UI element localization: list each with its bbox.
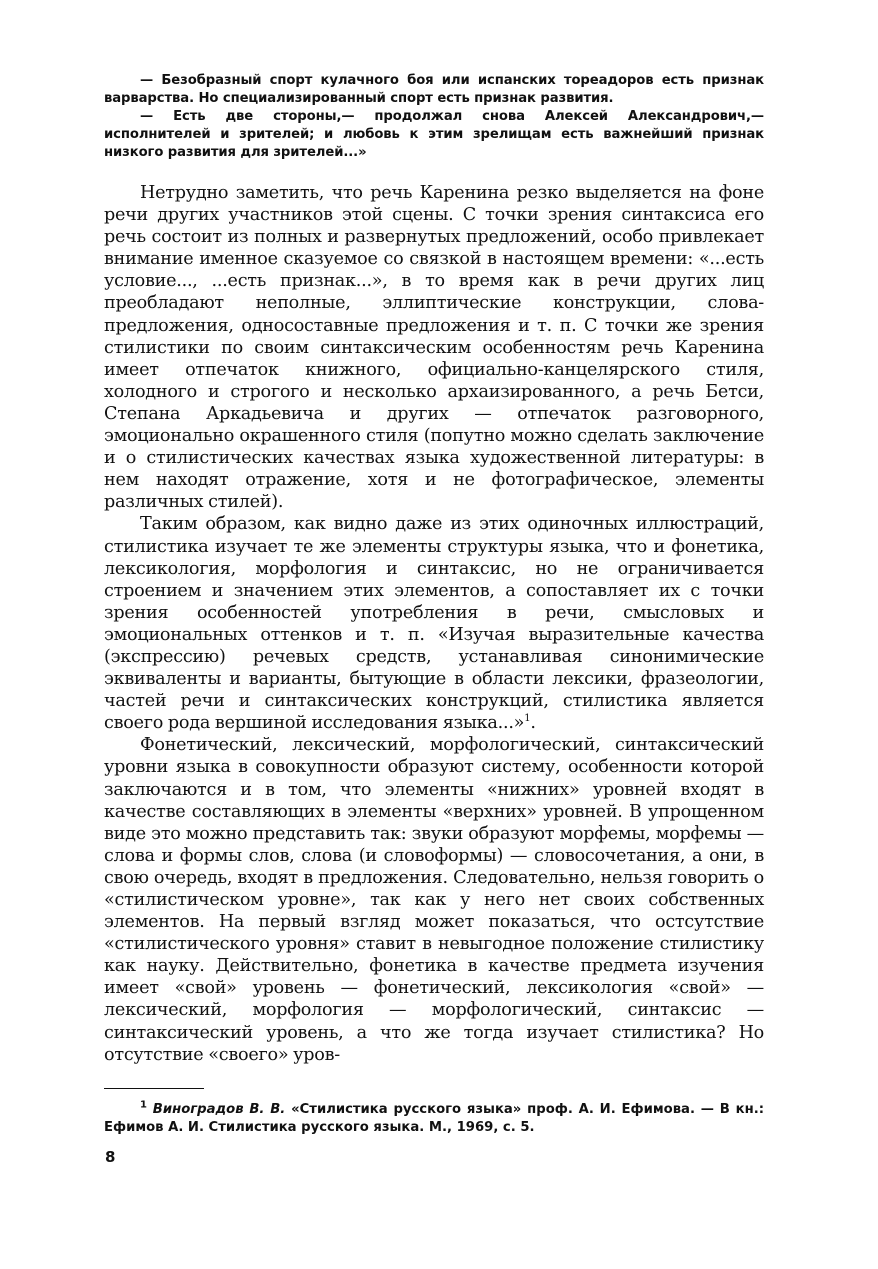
body-paragraph-2	[104, 513, 764, 734]
footnote-reference: 1	[524, 713, 531, 725]
footnote	[104, 1101, 764, 1137]
quote-paragraph-1: — Безобразный спорт кулачного боя или испанских тореадоров есть признак варварства. Но специализированный спорт есть признак развития.	[104, 73, 764, 106]
footnote-divider	[104, 1088, 204, 1089]
body-paragraph-3: Фонетический, лексический, морфологический, синтаксический уровни языка в совокупности образуют систему, особенности которой заключаются и в том, что элементы «нижних» уровней входят в качестве составляющих в элементы «верхних» уровней. В упрощенном виде это можно представить так: звуки образуют морфемы, морфемы — слова и формы слов, слова (и словоформы) — словосочетания, а они, в свою очередь, входят в предложения. Следовательно, нельзя говорить о «стилистическом уровне», так как у него нет своих собственных элементов. На первый взгляд может показаться, что остсутствие «стилистического уровня» ставит в невыгодное положение стилистику как науку. Действительно, фонетика в качестве предмета изучения имеет «свой» уровень — фонетический, лексикология «свой» — лексический, морфология — морфологический, синтаксис — синтаксический уровень, а что же тогда изучает стилистика? Но отсутствие «своего» уров-	[104, 735, 764, 1065]
quote-paragraph-2: — Есть две стороны,— продолжал снова Алексей Александрович,— исполнителей и зрителей; и любовь к этим зрелищам есть важнейший признак низкого развития для зрителей...»	[104, 109, 764, 160]
quoted-dialogue	[104, 72, 764, 162]
footnote-author: Виноградов В. В.	[152, 1101, 286, 1117]
main-text	[104, 182, 764, 1066]
body-paragraph-2-end: .	[530, 713, 536, 734]
book-page	[104, 72, 764, 1137]
body-paragraph-2-text: Таким образом, как видно даже из этих одиночных иллюстраций, стилистика изучает те же элементы структуры языка, что и фонетика, лексикология, морфология и синтаксис, но не ограничивается строением и значением этих элементов, а сопоставляет их с точки зрения особенностей употребления в речи, смысловых и эмоциональных оттенков и т. п. «Изучая выразительные качества (экспрессию) речевых средств, устанавливая синонимические эквиваленты и варианты, бытующие в области лексики, фразеологии, частей речи и синтаксических конструкций, стилистика является своего рода вершиной исследования языка...»	[104, 514, 764, 734]
footnote-text: «Стилистика русского языка» проф. А. И. Ефимова. — В кн.: Ефимов А. И. Стилистика русского языка. М., 1969, с. 5.	[104, 1101, 764, 1135]
page-number: 8	[105, 1148, 116, 1166]
footnote-number: 1	[140, 1099, 147, 1111]
body-paragraph-1: Нетрудно заметить, что речь Каренина резко выделяется на фоне речи других участников этой сцены. С точки зрения синтаксиса его речь состоит из полных и развернутых предложений, особо привлекает внимание именное сказуемое со связкой в настоящем времени: «...есть условие..., ...есть признак...», в то время как в речи других лиц преобладают неполные, эллиптические конструкции, слова-предложения, односоставные предложения и т. п. С точки же зрения стилистики по своим синтаксическим особенностям речь Каренина имеет отпечаток книжного, официально-канцелярского стиля, холодного и строгого и несколько архаизированного, а речь Бетси, Степана Аркадьевича и других — отпечаток разговорного, эмоционально окрашенного стиля (попутно можно сделать заключение и о стилистических качествах языка художественной литературы: в нем находят отражение, хотя и не фотографическое, элементы различных стилей).	[104, 183, 764, 513]
